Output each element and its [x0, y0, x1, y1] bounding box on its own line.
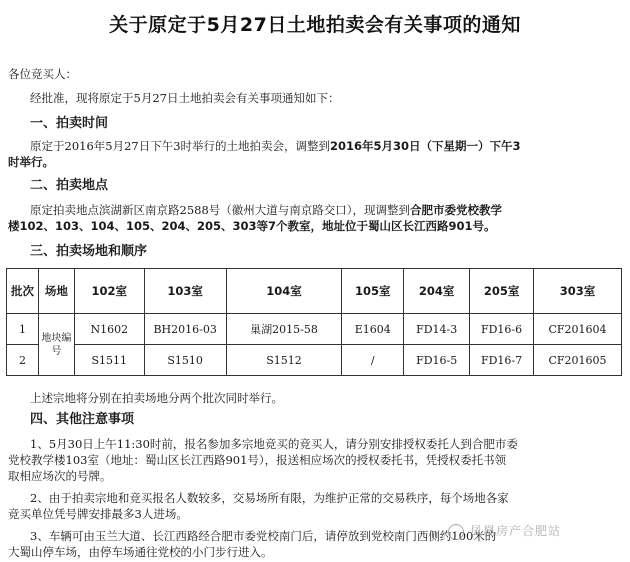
item1-line2: 党校教学楼103室（地址：蜀山区长江西路901号），报送相应场次的授权委托书，凭授权委托书领: [8, 453, 507, 467]
section4-heading: 四、其他注意事项: [30, 412, 135, 427]
batch-cell: 1: [7, 314, 39, 345]
table-cell: /: [342, 345, 404, 376]
plot-number-label: 地块编号: [38, 314, 74, 376]
section3-heading: 三、拍卖场地和顺序: [30, 244, 148, 259]
section1-text: 原定于2016年5月27日下午3时举行的土地拍卖会，调整到: [30, 139, 331, 153]
table-header: 204室: [404, 269, 470, 314]
section2-text: 原定拍卖地点滨湖新区南京路2588号（徽州大道与南京路交口），现调整到: [30, 203, 411, 217]
intro-paragraph: 经批准，现将原定于5月27日土地拍卖会有关事项通知如下：: [30, 91, 340, 105]
table-header: 103室: [144, 269, 226, 314]
document-title: 关于原定于5月27日土地拍卖会有关事项的通知: [109, 14, 521, 36]
table-header: 303室: [534, 269, 622, 314]
item2-line1: 2、由于拍卖宗地和竞买报名人数较多，交易场所有限，为维护正常的交易秩序，每个场地各家: [30, 491, 509, 505]
table-cell: FD16-6: [470, 314, 534, 345]
section2-line1: [30, 202, 502, 218]
table-header: 102室: [74, 269, 144, 314]
item1-line3: 取相应场次的号牌。: [8, 469, 112, 483]
section1-line2: 时举行。: [8, 155, 54, 169]
table-cell: FD16-7: [470, 345, 534, 376]
section3-note: 上述宗地将分别在拍卖场地分两个批次同时举行。: [30, 391, 283, 405]
table-header: 批次: [7, 269, 39, 314]
table-header: 105室: [342, 269, 404, 314]
section2-new-location: 合肥市委党校教学: [410, 203, 503, 217]
table-cell: S1511: [74, 345, 144, 376]
auction-schedule-table: [6, 268, 622, 376]
item2-line2: 竞买单位凭号牌安排最多3人进场。: [8, 507, 188, 521]
table-cell: BH2016-03: [144, 314, 226, 345]
table-cell: FD16-5: [404, 345, 470, 376]
section1-line1: [30, 138, 521, 154]
table-header: 场地: [38, 269, 74, 314]
table-header-row: [7, 269, 622, 314]
table-cell: CF201605: [534, 345, 622, 376]
table-cell: S1510: [144, 345, 226, 376]
table-row: [7, 345, 622, 376]
item1-line1: 1、5月30日上午11:30时前，报名参加多宗地竞买的竞买人，请分别安排授权委托人到合肥市委: [30, 437, 518, 451]
item3-line1: 3、车辆可由玉兰大道、长江西路经合肥市委党校南门后，请停放到党校南门西侧约100米的: [30, 529, 497, 543]
table-header: 104室: [226, 269, 342, 314]
section2-line2: 楼102、103、104、105、204、205、303等7个教室，地址位于蜀山区长江西路901号。: [8, 219, 496, 233]
item3-line2: 大蜀山停车场，由停车场通往党校的小门步行进入。: [8, 545, 273, 559]
table-cell: FD14-3: [404, 314, 470, 345]
table-row: [7, 314, 622, 345]
batch-cell: 2: [7, 345, 39, 376]
section2-heading: 二、拍卖地点: [30, 178, 109, 193]
watermark: 凤凰房产合肥站: [448, 522, 561, 540]
table-cell: E1604: [342, 314, 404, 345]
watermark-logo-icon: [448, 524, 464, 540]
table-header: 205室: [470, 269, 534, 314]
table-cell: N1602: [74, 314, 144, 345]
table-cell: 巢湖2015-58: [226, 314, 342, 345]
section1-new-time: 2016年5月30日（下星期一）下午3: [330, 139, 521, 153]
salutation: 各位竞买人：: [8, 67, 77, 81]
table-cell: S1512: [226, 345, 342, 376]
section1-heading: 一、拍卖时间: [30, 116, 109, 131]
table-cell: CF201604: [534, 314, 622, 345]
